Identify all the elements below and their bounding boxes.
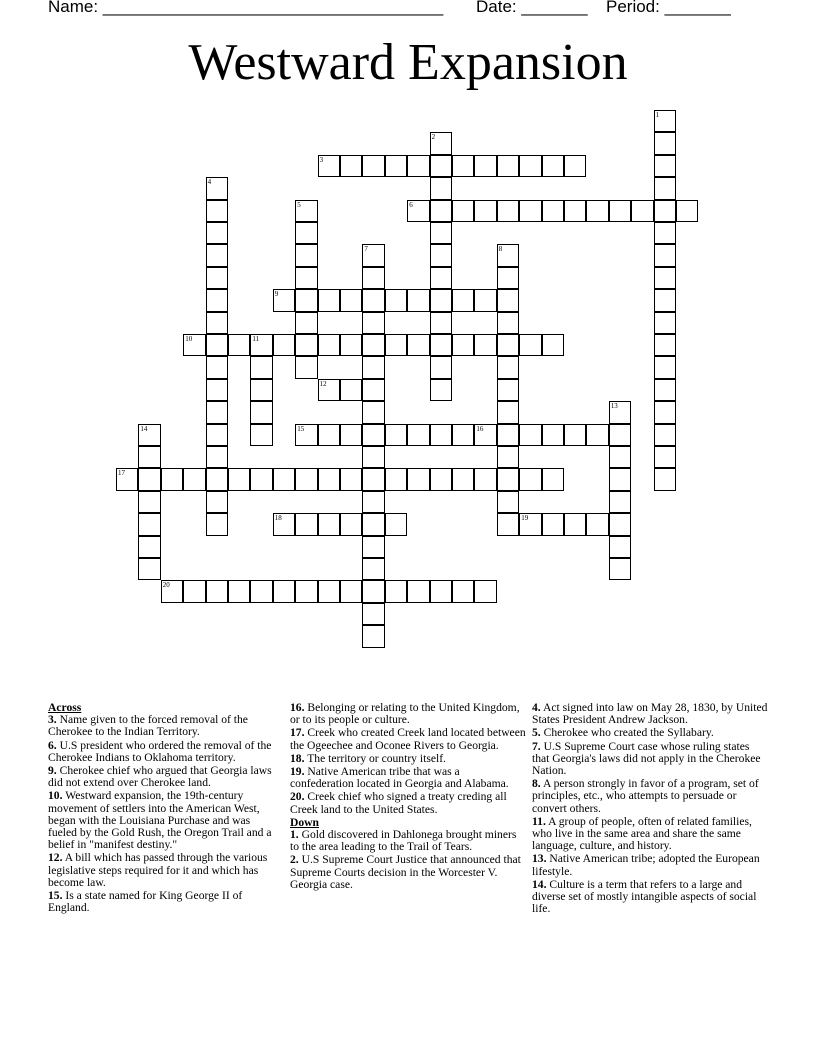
- clue-across-18: 18. The territory or country itself.: [290, 751, 446, 765]
- grid-cell[interactable]: [586, 513, 608, 535]
- grid-cell[interactable]: [654, 244, 676, 266]
- grid-cell[interactable]: [519, 334, 541, 356]
- grid-cell[interactable]: [318, 379, 340, 401]
- grid-cell[interactable]: [138, 513, 160, 535]
- grid-cell[interactable]: [340, 468, 362, 490]
- grid-cell[interactable]: [362, 603, 384, 625]
- grid-cell[interactable]: [542, 424, 564, 446]
- grid-cell[interactable]: [430, 356, 452, 378]
- grid-cell[interactable]: [385, 468, 407, 490]
- grid-cell[interactable]: [183, 580, 205, 602]
- grid-cell[interactable]: [206, 312, 228, 334]
- grid-cell[interactable]: [654, 267, 676, 289]
- grid-cell[interactable]: [362, 155, 384, 177]
- grid-cell[interactable]: [116, 468, 138, 490]
- grid-cell[interactable]: [295, 580, 317, 602]
- grid-cell[interactable]: [273, 468, 295, 490]
- clue-down-1: 1. Gold discovered in Dahlonega brought miners to the area leading to the Trail of Tears.: [290, 828, 517, 854]
- grid-cell[interactable]: [273, 580, 295, 602]
- period-field[interactable]: Period: _______: [606, 0, 731, 16]
- grid-cell[interactable]: [474, 580, 496, 602]
- clue-number: 11: [252, 335, 260, 343]
- clue-across-9: 9. Cherokee chief who argued that Georgia laws did not extend over Cherokee land.: [48, 764, 272, 790]
- grid-cell[interactable]: [474, 200, 496, 222]
- grid-cell[interactable]: [318, 513, 340, 535]
- grid-cell[interactable]: [609, 491, 631, 513]
- grid-cell[interactable]: [609, 558, 631, 580]
- grid-cell[interactable]: [609, 536, 631, 558]
- grid-cell[interactable]: [564, 200, 586, 222]
- name-field[interactable]: Name: ____________________________________: [48, 0, 444, 16]
- across-heading: Across: [48, 701, 82, 714]
- grid-cell[interactable]: [497, 468, 519, 490]
- grid-cell[interactable]: [519, 200, 541, 222]
- clue-across-15: 15. Is a state named for King George II of England.: [48, 889, 243, 915]
- grid-cell[interactable]: [452, 334, 474, 356]
- grid-cell[interactable]: [340, 155, 362, 177]
- grid-cell[interactable]: [430, 222, 452, 244]
- grid-cell[interactable]: [206, 513, 228, 535]
- grid-cell[interactable]: [228, 334, 250, 356]
- grid-cell[interactable]: [474, 468, 496, 490]
- grid-cell[interactable]: [318, 424, 340, 446]
- grid-cell[interactable]: [497, 200, 519, 222]
- grid-cell[interactable]: [340, 379, 362, 401]
- grid-cell[interactable]: [362, 267, 384, 289]
- clue-number: 9: [274, 290, 279, 299]
- grid-cell[interactable]: [676, 200, 698, 222]
- grid-cell[interactable]: [497, 244, 519, 266]
- grid-cell[interactable]: [385, 580, 407, 602]
- grid-cell[interactable]: [430, 177, 452, 199]
- grid-cell[interactable]: [385, 155, 407, 177]
- grid-cell[interactable]: [609, 401, 631, 423]
- grid-cell[interactable]: [206, 289, 228, 311]
- grid-cell[interactable]: [564, 513, 586, 535]
- grid-cell[interactable]: [654, 177, 676, 199]
- grid-cell[interactable]: [206, 491, 228, 513]
- clue-down-11: 11. A group of people, often of related families, who live in the same area and share the same language, culture, and history.: [532, 814, 752, 853]
- grid-cell[interactable]: [452, 200, 474, 222]
- grid-cell[interactable]: [430, 244, 452, 266]
- grid-cell[interactable]: [407, 200, 429, 222]
- grid-cell[interactable]: [430, 580, 452, 602]
- grid-cell[interactable]: [430, 155, 452, 177]
- grid-cell[interactable]: [430, 312, 452, 334]
- clue-number: 1: [655, 111, 660, 119]
- grid-cell[interactable]: [452, 580, 474, 602]
- grid-cell[interactable]: [430, 424, 452, 446]
- grid-cell[interactable]: [430, 379, 452, 401]
- grid-cell[interactable]: [654, 200, 676, 222]
- grid-cell[interactable]: [654, 334, 676, 356]
- grid-cell[interactable]: [295, 356, 317, 378]
- grid-cell[interactable]: [385, 424, 407, 446]
- grid-cell[interactable]: [609, 468, 631, 490]
- grid-cell[interactable]: [138, 446, 160, 468]
- clue-number: 10: [185, 335, 193, 343]
- grid-cell[interactable]: [250, 468, 272, 490]
- clue-down-8: 8. A person strongly in favor of a program, set of principles, etc., who attempts to persuade or convert others.: [532, 777, 759, 815]
- grid-cell[interactable]: [362, 558, 384, 580]
- grid-cell[interactable]: [362, 446, 384, 468]
- grid-cell[interactable]: [654, 356, 676, 378]
- grid-cell[interactable]: [407, 155, 429, 177]
- clue-down-4: 4. Act signed into law on May 28, 1830, by United States President Andrew Jackson.: [532, 701, 768, 727]
- grid-cell[interactable]: [407, 424, 429, 446]
- grid-cell[interactable]: [609, 446, 631, 468]
- grid-cell[interactable]: [362, 491, 384, 513]
- grid-cell[interactable]: [654, 222, 676, 244]
- clue-down-13: 13. Native American tribe; adopted the European lifestyle.: [532, 852, 760, 878]
- grid-cell[interactable]: [430, 289, 452, 311]
- grid-cell[interactable]: [430, 468, 452, 490]
- grid-cell[interactable]: [542, 334, 564, 356]
- grid-cell[interactable]: [206, 379, 228, 401]
- grid-cell[interactable]: [138, 424, 160, 446]
- grid-cell[interactable]: [362, 513, 384, 535]
- grid-cell[interactable]: [385, 334, 407, 356]
- clue-number: 8: [498, 245, 503, 254]
- grid-cell[interactable]: [318, 334, 340, 356]
- clue-down-7: 7. U.S Supreme Court case whose ruling states that Georgia's laws did not apply in the Cherokee Nation.: [532, 739, 761, 778]
- grid-cell[interactable]: [452, 289, 474, 311]
- grid-cell[interactable]: [138, 558, 160, 580]
- grid-cell[interactable]: [385, 513, 407, 535]
- clue-number: 4: [207, 178, 212, 187]
- clue-across-10: 10. Westward expansion, the 19th-century movement of settlers into the American West, began with the Louisiana Purchase and was fueled by the Gold Rush, the Oregon Trail and a belief in "manifest destiny.": [48, 789, 272, 852]
- grid-cell[interactable]: [564, 155, 586, 177]
- grid-cell[interactable]: [273, 513, 295, 535]
- grid-cell[interactable]: [452, 155, 474, 177]
- grid-cell[interactable]: [452, 468, 474, 490]
- grid-cell[interactable]: [609, 513, 631, 535]
- grid-cell[interactable]: [654, 110, 676, 132]
- grid-cell[interactable]: [542, 513, 564, 535]
- clue-across-19: 19. Native American tribe that was a confederation located in Georgia and Alabama.: [290, 765, 509, 791]
- grid-cell[interactable]: [318, 468, 340, 490]
- grid-cell[interactable]: [250, 356, 272, 378]
- grid-cell[interactable]: [295, 244, 317, 266]
- grid-cell[interactable]: [430, 132, 452, 154]
- grid-cell[interactable]: [362, 312, 384, 334]
- grid-cell[interactable]: [206, 177, 228, 199]
- grid-cell[interactable]: [654, 424, 676, 446]
- grid-cell[interactable]: [497, 401, 519, 423]
- clues-column-2: [290, 702, 526, 892]
- grid-cell[interactable]: [519, 424, 541, 446]
- page-title: Westward Expansion: [188, 34, 628, 91]
- grid-cell[interactable]: [586, 424, 608, 446]
- grid-cell[interactable]: [183, 468, 205, 490]
- grid-cell[interactable]: [497, 267, 519, 289]
- grid-cell[interactable]: [430, 267, 452, 289]
- grid-cell[interactable]: [340, 580, 362, 602]
- grid-cell[interactable]: [519, 468, 541, 490]
- grid-cell[interactable]: [206, 446, 228, 468]
- grid-cell[interactable]: [295, 222, 317, 244]
- grid-cell[interactable]: [474, 334, 496, 356]
- grid-cell[interactable]: [654, 132, 676, 154]
- grid-cell[interactable]: [452, 424, 474, 446]
- grid-cell[interactable]: [206, 267, 228, 289]
- clue-across-12: 12. A bill which has passed through the various legislative steps required for it and which has become law.: [48, 851, 268, 889]
- grid-cell[interactable]: [542, 468, 564, 490]
- grid-cell[interactable]: [362, 356, 384, 378]
- grid-cell[interactable]: [161, 468, 183, 490]
- grid-cell[interactable]: [609, 200, 631, 222]
- grid-cell[interactable]: [497, 491, 519, 513]
- clue-number: 18: [274, 514, 282, 523]
- grid-cell[interactable]: [138, 536, 160, 558]
- clue-number: 7: [364, 245, 368, 254]
- clue-number: 5: [297, 200, 301, 209]
- clue-number: 16: [476, 424, 484, 433]
- grid-cell[interactable]: [295, 468, 317, 490]
- grid-cell[interactable]: [362, 468, 384, 490]
- clue-down-5: 5. Cherokee who created the Syllabary.: [532, 726, 714, 740]
- grid-cell[interactable]: [295, 289, 317, 311]
- grid-cell[interactable]: [250, 334, 272, 356]
- clue-number: 15: [297, 424, 305, 433]
- grid-cell[interactable]: [497, 289, 519, 311]
- grid-cell[interactable]: [183, 334, 205, 356]
- grid-cell[interactable]: [318, 289, 340, 311]
- grid-cell[interactable]: [362, 536, 384, 558]
- grid-cell[interactable]: [295, 267, 317, 289]
- clue-number: 19: [521, 514, 529, 523]
- grid-cell[interactable]: [206, 200, 228, 222]
- grid-cell[interactable]: [340, 289, 362, 311]
- clue-down-2: 2. U.S Supreme Court Justice that announced that Supreme Courts decision in the Worcester V. Georgia case.: [290, 853, 521, 891]
- grid-cell[interactable]: [273, 289, 295, 311]
- clue-number: 13: [610, 402, 618, 411]
- grid-cell[interactable]: [318, 580, 340, 602]
- grid-cell[interactable]: [250, 580, 272, 602]
- grid-cell[interactable]: [295, 513, 317, 535]
- clues-column-3: [532, 702, 768, 916]
- grid-cell[interactable]: [206, 580, 228, 602]
- grid-cell[interactable]: [362, 334, 384, 356]
- grid-cell[interactable]: [206, 222, 228, 244]
- clue-number: 20: [162, 581, 170, 590]
- grid-cell[interactable]: [250, 424, 272, 446]
- clue-down-14: 14. Culture is a term that refers to a large and diverse set of mostly intangible aspects of social life.: [532, 877, 757, 916]
- grid-cell[interactable]: [295, 200, 317, 222]
- grid-cell[interactable]: [295, 334, 317, 356]
- down-heading: Down: [290, 815, 319, 829]
- grid-cell[interactable]: [497, 334, 519, 356]
- grid-cell[interactable]: [497, 356, 519, 378]
- clue-across-20: 20. Creek chief who signed a treaty creding all Creek land to the United States.: [290, 790, 507, 816]
- grid-cell[interactable]: [654, 468, 676, 490]
- clues-column-1: [48, 702, 280, 915]
- grid-cell[interactable]: [250, 401, 272, 423]
- grid-cell[interactable]: [497, 312, 519, 334]
- grid-cell[interactable]: [474, 424, 496, 446]
- clue-number: 6: [409, 200, 413, 209]
- grid-cell[interactable]: [474, 289, 496, 311]
- clue-across-6: 6. U.S president who ordered the removal of the Cherokee Indians to Oklahoma territory.: [48, 738, 272, 764]
- grid-cell[interactable]: [474, 155, 496, 177]
- grid-cell[interactable]: [407, 334, 429, 356]
- grid-cell[interactable]: [497, 379, 519, 401]
- grid-cell[interactable]: [654, 312, 676, 334]
- grid-cell[interactable]: [138, 491, 160, 513]
- grid-cell[interactable]: [407, 468, 429, 490]
- grid-cell[interactable]: [654, 379, 676, 401]
- grid-cell[interactable]: [542, 200, 564, 222]
- grid-cell[interactable]: [542, 155, 564, 177]
- grid-cell[interactable]: [273, 334, 295, 356]
- grid-cell[interactable]: [340, 424, 362, 446]
- grid-cell[interactable]: [631, 200, 653, 222]
- clue-across-3: 3. Name given to the forced removal of the Cherokee to the Indian Territory.: [48, 713, 248, 739]
- grid-cell[interactable]: [519, 155, 541, 177]
- date-field[interactable]: Date: _______: [476, 0, 588, 16]
- grid-cell[interactable]: [362, 379, 384, 401]
- grid-cell[interactable]: [362, 244, 384, 266]
- grid-cell[interactable]: [362, 401, 384, 423]
- grid-cell[interactable]: [609, 424, 631, 446]
- clue-number: 17: [118, 469, 125, 478]
- grid-cell[interactable]: [362, 289, 384, 311]
- clue-across-16: 16. Belonging or relating to the United Kingdom, or to its people or culture.: [290, 701, 520, 727]
- grid-cell[interactable]: [497, 513, 519, 535]
- grid-cell[interactable]: [430, 334, 452, 356]
- grid-cell[interactable]: [295, 424, 317, 446]
- grid-cell[interactable]: [407, 580, 429, 602]
- clue-number: 3: [319, 155, 324, 164]
- grid-cell[interactable]: [228, 580, 250, 602]
- clue-number: 2: [431, 133, 436, 142]
- grid-cell[interactable]: [206, 401, 228, 423]
- clue-across-17: 17. Creek who created Creek land located between the Ogeechee and Oconee Rivers to Georgia.: [290, 726, 526, 752]
- grid-cell[interactable]: [228, 468, 250, 490]
- grid-cell[interactable]: [250, 379, 272, 401]
- clue-number: 14: [140, 424, 148, 433]
- grid-cell[interactable]: [138, 468, 160, 490]
- grid-cell[interactable]: [497, 155, 519, 177]
- grid-cell[interactable]: [407, 289, 429, 311]
- grid-cell[interactable]: [654, 401, 676, 423]
- grid-cell[interactable]: [654, 289, 676, 311]
- grid-cell[interactable]: [362, 625, 384, 647]
- grid-cell[interactable]: [430, 200, 452, 222]
- grid-cell[interactable]: [385, 289, 407, 311]
- grid-cell[interactable]: [564, 424, 586, 446]
- grid-cell[interactable]: [497, 424, 519, 446]
- grid-cell[interactable]: [295, 312, 317, 334]
- grid-cell[interactable]: [206, 468, 228, 490]
- grid-cell[interactable]: [497, 446, 519, 468]
- grid-cell[interactable]: [340, 513, 362, 535]
- grid-cell[interactable]: [318, 155, 340, 177]
- grid-cell[interactable]: [519, 513, 541, 535]
- grid-cell[interactable]: [586, 200, 608, 222]
- grid-cell[interactable]: [654, 446, 676, 468]
- grid-cell[interactable]: [362, 580, 384, 602]
- clue-number: 12: [319, 379, 327, 388]
- grid-cell[interactable]: [206, 244, 228, 266]
- grid-cell[interactable]: [206, 424, 228, 446]
- grid-cell[interactable]: [206, 356, 228, 378]
- grid-cell[interactable]: [340, 334, 362, 356]
- grid-cell[interactable]: [362, 424, 384, 446]
- grid-cell[interactable]: [206, 334, 228, 356]
- grid-cell[interactable]: [161, 580, 183, 602]
- grid-cell[interactable]: [654, 155, 676, 177]
